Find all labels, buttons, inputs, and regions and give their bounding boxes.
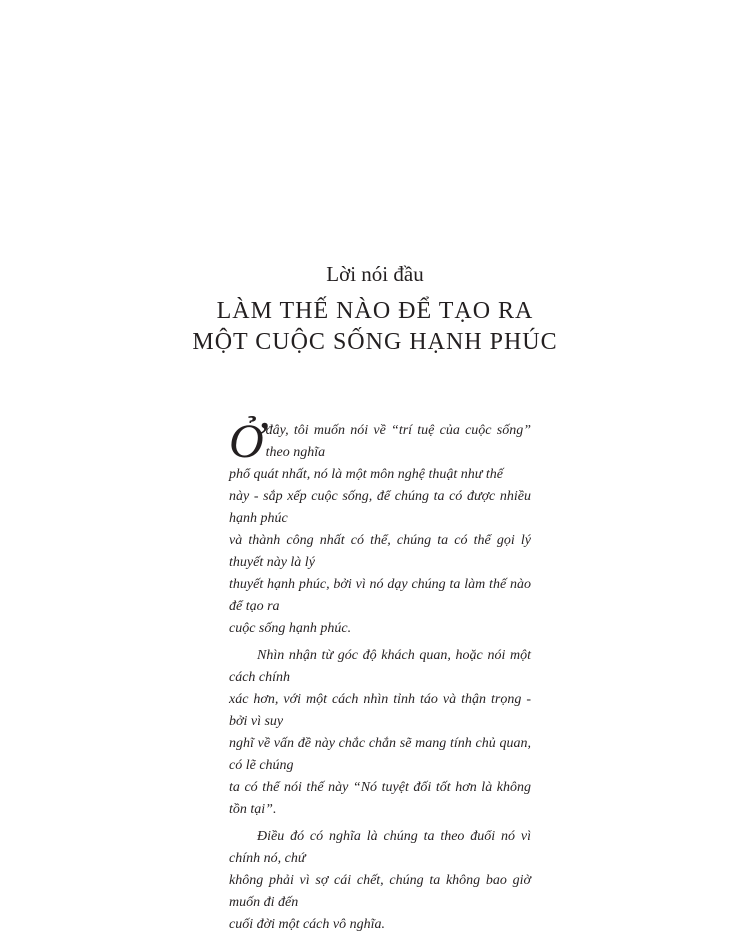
paragraph-line: này - sắp xếp cuộc sống, để chúng ta có được nhiều hạnh phúc — [229, 489, 531, 526]
chapter-title-line-2: MỘT CUỘC SỐNG HẠNH PHÚC — [192, 329, 558, 355]
paragraph-3 — [229, 826, 531, 936]
paragraph-2 — [229, 645, 531, 821]
paragraph-line: đây, tôi muốn nói về “trí tuệ của cuộc sống” theo nghĩa — [265, 423, 531, 460]
body-text — [229, 415, 531, 936]
paragraph-line: cuộc sống hạnh phúc. — [229, 621, 352, 636]
paragraph-line: nghĩ về vấn đề này chắc chắn sẽ mang tính chủ quan, có lẽ chúng — [229, 736, 531, 773]
paragraph-line: Nhìn nhận từ góc độ khách quan, hoặc nói một cách chính — [229, 648, 531, 685]
chapter-pre-title: Lời nói đầu — [326, 262, 424, 286]
paragraph-1 — [229, 415, 531, 640]
paragraph-line: không phải vì sợ cái chết, chúng ta không bao giờ muốn đi đến — [229, 873, 531, 910]
paragraph-line: xác hơn, với một cách nhìn tỉnh táo và thận trọng - bởi vì suy — [229, 692, 531, 729]
paragraph-line: cuối đời một cách vô nghĩa. — [229, 917, 385, 932]
drop-cap: Ở — [229, 415, 264, 468]
chapter-title-line-1: LÀM THẾ NÀO ĐỂ TẠO RA — [216, 298, 534, 324]
paragraph-line: thuyết hạnh phúc, bởi vì nó dạy chúng ta làm thế nào để tạo ra — [229, 577, 531, 614]
paragraph-line: Điều đó có nghĩa là chúng ta theo đuổi nó vì chính nó, chứ — [229, 829, 531, 866]
paragraph-line: phổ quát nhất, nó là một môn nghệ thuật như thế — [229, 467, 504, 482]
paragraph-line: ta có thể nói thế này “Nó tuyệt đối tốt hơn là không tồn tại”. — [229, 780, 531, 817]
paragraph-line: và thành công nhất có thể, chúng ta có thể gọi lý thuyết này là lý — [229, 533, 531, 570]
